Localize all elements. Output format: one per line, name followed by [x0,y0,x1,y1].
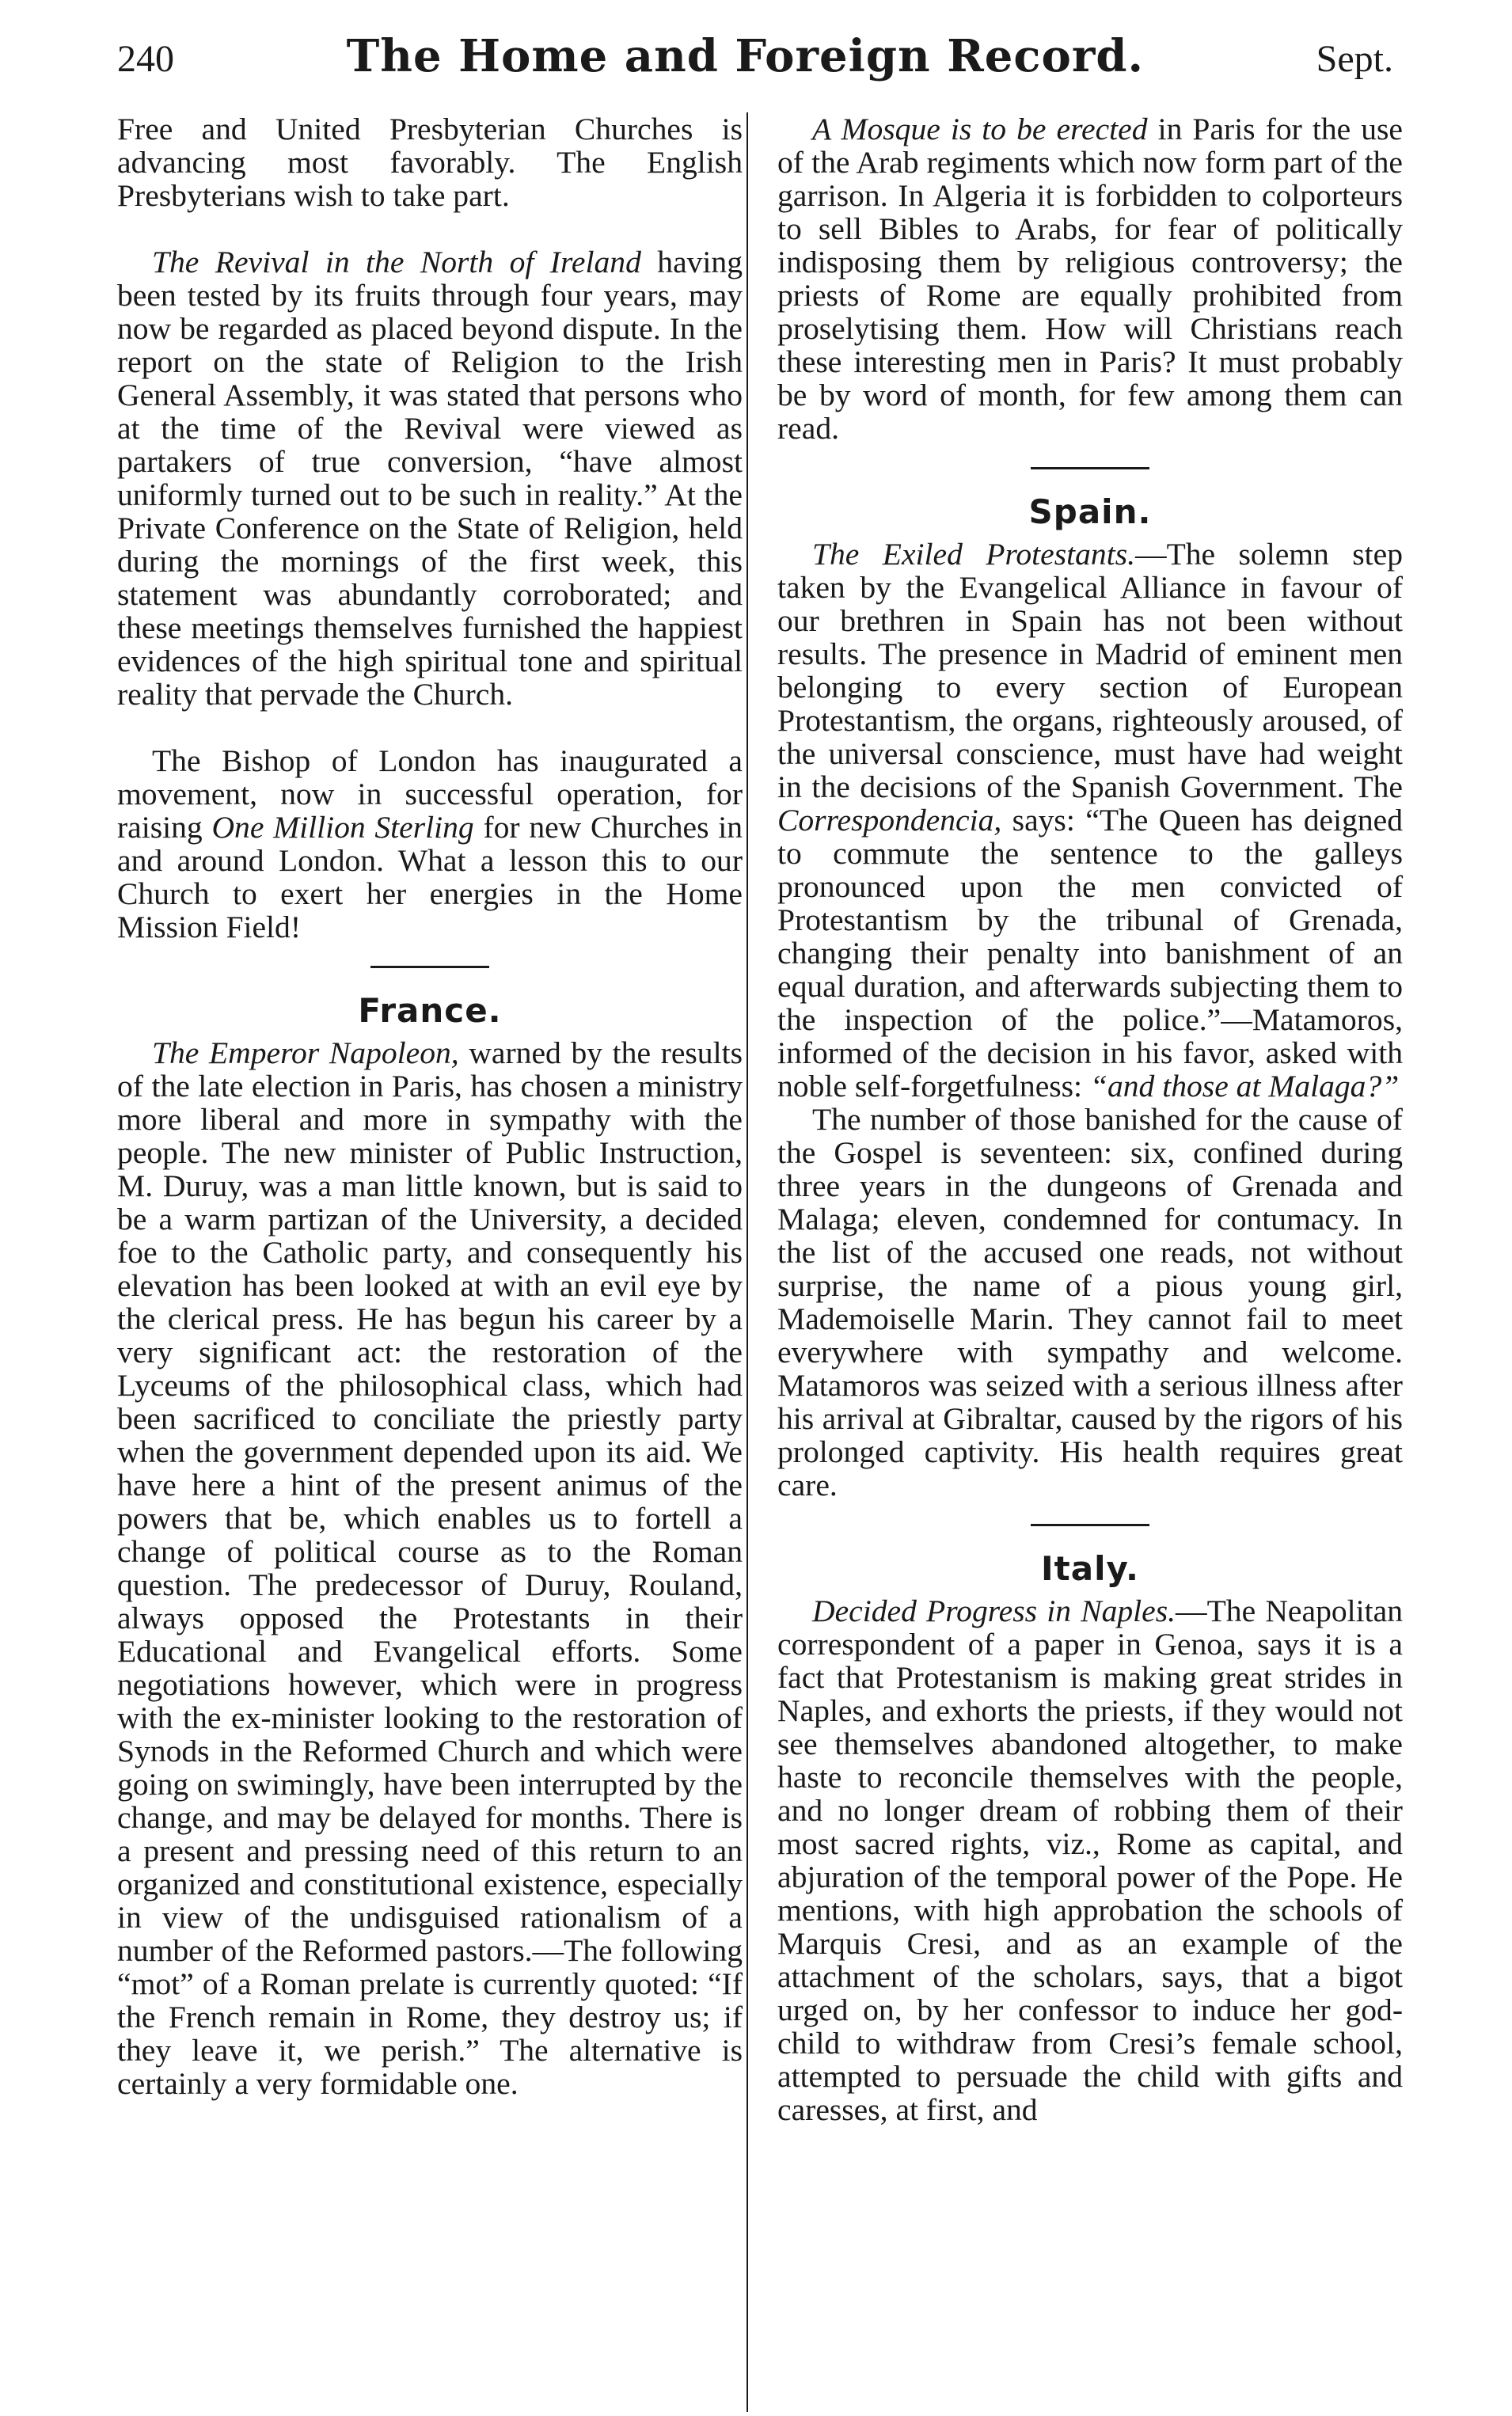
exiled-text-b: says: “The Queen has deigned to commute the sentence to the galleys pronounced upon the men convicted of Protestantism by the tribunal of Grenada, changing their penalty into banishment of an equal duration, and afterwards subjecting them to the inspection of the police.”—Matamoros, informed of the decision in his favor, asked with noble self-forgetfulness: [777,803,1403,1104]
bishop-emphasis: One Million Sterling [211,810,474,845]
running-title: The Home and Foreign Record. [346,30,1145,82]
section-rule [1031,467,1149,469]
exiled-text-a: —The solemn step taken by the Evangelical Alliance in favour of our brethren in Spain has not been without results. The presence in Madrid of eminent men belonging to every section of European Protestantism, the organs, righteously aroused, of the universal conscience, must have had weight in the decisions of the Spanish Government. The [777,537,1403,804]
section-heading-spain: Spain. [1028,492,1152,531]
section-rule [1031,1524,1149,1526]
section-heading-france: France. [358,991,502,1030]
column-divider [747,112,748,2412]
left-column [117,112,743,2100]
paragraph-banished: The number of those banished for the cause of the Gospel is seventeen: six, confined during three years in the dungeons of Grenada and Malaga; eleven, condemned for contumacy. In the list of the accused one reads, not without surprise, the name of a pious young girl, Mademoiselle Marin. They cannot fail to meet everywhere with sympathy and welcome. Matamoros was seized with a serious illness after his arrival at Gibraltar, caused by the rigors of his prolonged captivity. His health requires great care. [777,1102,1403,1502]
paragraph-presbyterian: Free and United Presbyterian Churches is advancing most favorably. The English Presbyterians wish to take part. [117,112,743,213]
mosque-lead: A Mosque is to be erected [812,112,1148,146]
napoleon-body: warned by the results of the late election in Paris, has chosen a ministry more liberal and more in sympathy with the people. The new minister of Public Instruction, M. Duruy, was a man little known, but is said to be a warm partizan of the University, a decided foe to the Catholic party, and consequently his elevation has been looked at with an evil eye by the clerical press. He has begun his career by a very significant act: the restoration of the Lyceums of the philosophical class, which had been sacrificed to conciliate the priestly party when the government depended upon its aid. We have here a hint of the present animus of the powers that be, which enables us to fortell a change of political course as to the Roman question. The predecessor of Duruy, Rouland, always opposed the Protestants in their Educational and Evangelical efforts. Some negotiations however, which were in progress with the ex-minister looking to the restoration of Synods in the Reformed Church and which were going on swimingly, have been interrupted by the change, and may be delayed for months. There is a present and pressing need of this return to an organized and constitutional existence, especially in view of the undisguised rationalism of a number of the Reformed pastors.—The following “mot” of a Roman prelate is currently quoted: “If the French remain in Rome, they destroy us; if they leave it, we perish.” The alternative is certainly a very formidable one. [117,1035,743,2101]
revival-body: having been tested by its fruits through four years, may now be regarded as placed beyond dispute. In the report on the state of Religion to the Irish General Assembly, it was stated that persons who at the time of the Revival were viewed as partakers of true conversion, “have almost uniformly turned out to be such in reality.” At the Private Conference on the State of Religion, held during the mornings of the first week, this statement was abundantly corroborated; and these meetings themselves furnished the happiest evidences of the high spiritual tone and spiritual reality that pervade the Church. [117,245,743,712]
paragraph-naples [777,1594,1403,2126]
correspondencia: Correspondencia, [777,803,1002,838]
page-header [117,30,1393,90]
napoleon-lead: The Emperor Napoleon, [152,1035,459,1070]
paragraph-bishop-london [117,744,743,944]
right-column [777,112,1403,2126]
naples-lead: Decided Progress in Naples. [812,1594,1176,1628]
paragraph-exiled-protestants [777,538,1403,1103]
mosque-body: in Paris for the use of the Arab regiments which now form part of the garrison. In Algeria it is forbidden to colporteurs to sell Bibles to Arabs, for fear of politically indisposing them by religious controversy; the priests of Rome are equally prohibited from proselytising them. How will Christians reach these interesting men in Paris? It must probably be by word of month, for few among them can read. [777,112,1403,446]
issue-month: Sept. [1316,38,1393,80]
paragraph-mosque [777,112,1403,445]
paragraph-revival [117,245,743,711]
bishop-text-a: The Bishop of London has inaugurated a movement, now in successful operation, for raising [117,743,743,845]
malaga-quote: “and those at Malaga?” [1089,1069,1400,1104]
revival-lead: The Revival in the North of Ireland [152,245,641,279]
bishop-text-b: for new Churches in and around London. What a lesson this to our Church to exert her energies in the Home Mission Field! [117,810,743,944]
naples-body: —The Neapolitan correspondent of a paper in Genoa, says it is a fact that Protestanism is making great strides in Naples, and exhorts the priests, if they would not see themselves abandoned altogether, to make haste to reconcile themselves with the people, and no longer dream of robbing them of their most sacred rights, viz., Rome as capital, and abjuration of the temporal power of the Pope. He mentions, with high approbation the schools of Marquis Cresi, and as an example of the attachment of the scholars, says, that a bigot urged on, by her confessor to induce her god-child to withdraw from Cresi’s female school, attempted to persuade the child with gifts and caresses, at first, and [777,1594,1403,2127]
page-number: 240 [117,38,174,80]
section-rule [370,966,489,968]
section-heading-italy: Italy. [1041,1549,1139,1588]
paragraph-napoleon [117,1036,743,2100]
exiled-lead: The Exiled Protestants. [812,537,1135,572]
